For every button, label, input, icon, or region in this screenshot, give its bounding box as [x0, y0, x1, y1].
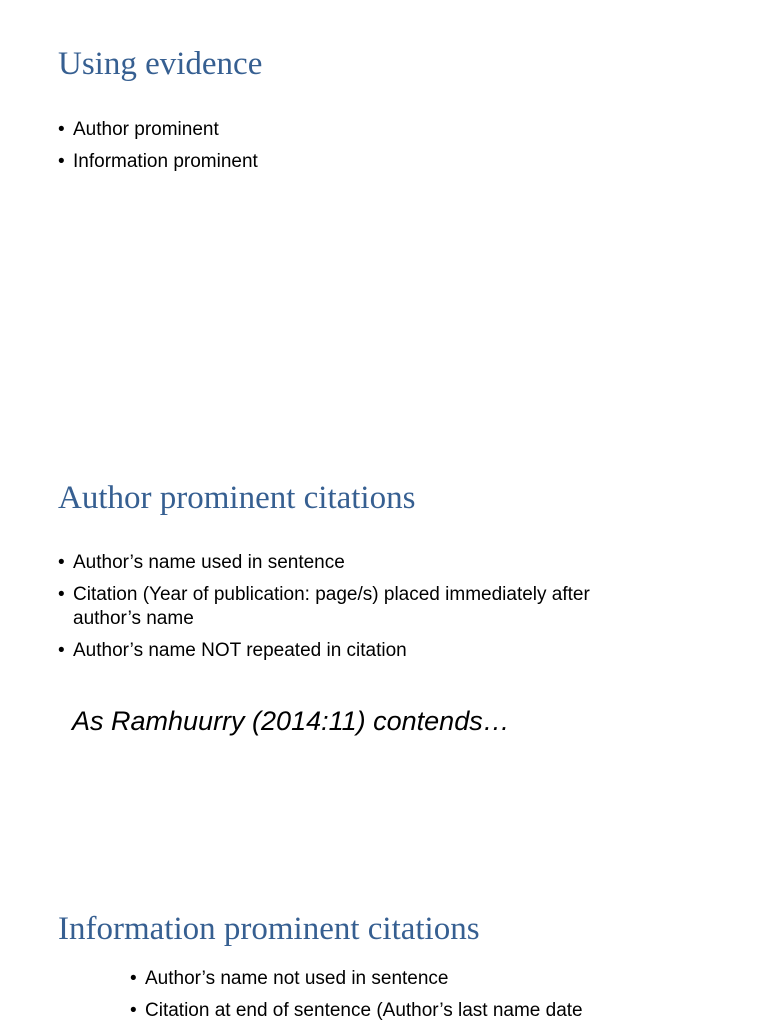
bullet-item [58, 551, 658, 575]
slide-author-prominent [0, 430, 768, 860]
bullet-item [58, 150, 718, 174]
bullet-icon: • [58, 119, 65, 140]
bullet-item [58, 118, 718, 142]
bullet-text: Author’s name used in sentence [73, 552, 345, 573]
bullet-icon: • [58, 584, 65, 605]
bullet-text: Citation (Year of publication: page/s) placed immediately after author’s name [73, 584, 590, 629]
bullet-icon: • [58, 552, 65, 573]
slide-using-evidence [0, 0, 768, 430]
bullet-icon: • [130, 968, 137, 989]
bullet-text: Author’s name not used in sentence [145, 968, 449, 989]
bullet-list [58, 118, 718, 182]
bullet-text: Information prominent [73, 151, 258, 172]
slide-title: Using evidence [58, 46, 263, 82]
bullet-text: Author’s name NOT repeated in citation [73, 640, 407, 661]
slide-information-prominent [0, 860, 768, 1024]
bullet-text: Citation at end of sentence (Author’s last name date [145, 1000, 583, 1021]
bullet-icon: • [58, 640, 65, 661]
bullet-icon: • [58, 151, 65, 172]
bullet-icon: • [130, 1000, 137, 1021]
bullet-list [130, 967, 750, 1031]
slide-title: Author prominent citations [58, 480, 416, 516]
bullet-item [58, 583, 658, 631]
bullet-list [58, 551, 658, 671]
bullet-item [58, 639, 658, 663]
bullet-text: Author prominent [73, 119, 219, 140]
bullet-item [130, 999, 750, 1023]
bullet-item [130, 967, 750, 991]
slide-title: Information prominent citations [58, 911, 480, 947]
citation-example: As Ramhuurry (2014:11) contends… [72, 706, 510, 736]
